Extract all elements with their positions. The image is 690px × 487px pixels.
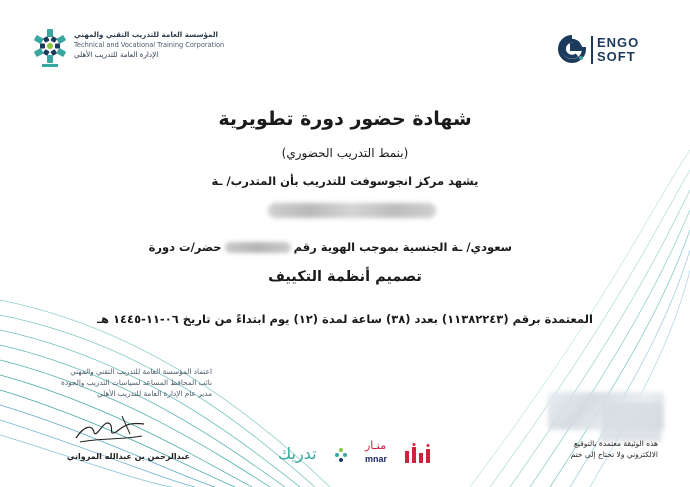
certify-line: يشهد مركز انجوسوفت للتدريب بأن المتدرب/ ـة (211, 174, 479, 188)
mnar-mark-icon (403, 443, 435, 465)
tvtc-emblem-icon (30, 26, 70, 70)
approval-line: المعتمدة برقم (١١٣٨٢٢٤٣) بعدد (٣٨) ساعة لمدة (١٢) يوم ابتداءً من تاريخ ٠٦-١١-١٤٤٥ هـ (97, 312, 593, 326)
tvtc-name-en: Technical and Vocational Training Corporation (74, 41, 225, 49)
tadreeb-wordmark: تدريك (278, 444, 317, 463)
nationality-line (149, 240, 512, 254)
note-line-1: هذه الوثيقة معتمدة بالتوقيع (573, 439, 658, 448)
engosoft-word-2: SOFT (597, 49, 636, 64)
course-name: تصميم أنظمة التكييف (268, 269, 422, 285)
engosoft-word-1: ENGO (597, 35, 640, 50)
engosoft-logo (557, 34, 657, 68)
attended-text: حضر/ت دورة (148, 240, 222, 254)
certificate-subtitle: (بنمط التدريب الحضوري) (281, 146, 409, 160)
engosoft-mark-icon (557, 34, 587, 64)
signature-image (70, 412, 150, 448)
certificate-title: شهادة حضور دورة تطويرية (218, 108, 472, 130)
engosoft-divider (591, 36, 593, 64)
e-signature-note (518, 438, 658, 460)
note-line-2: الالكتروني ولا تحتاج إلى ختم (570, 450, 658, 459)
tvtc-department: الإدارة العامة للتدريب الأهلي (74, 50, 159, 59)
trainee-name-redacted (268, 203, 436, 218)
signatory-block (40, 366, 212, 399)
signatory-line-1: اعتماد المؤسسة العامة للتدريب التقني والمهني (70, 367, 212, 376)
mnar-wordmark-en: mnar (365, 454, 388, 464)
qr-code-redacted (600, 402, 662, 442)
id-number-redacted (225, 242, 291, 253)
signatory-name: عبدالرحمن بن عبدالله المرواني (66, 452, 190, 461)
mnar-logo (363, 439, 435, 469)
mnar-wordmark-ar: منـار (365, 439, 387, 452)
tadreeb-mark-icon (333, 446, 349, 464)
nationality-text: سعودي/ ـة الجنسية بموجب الهوية رقم (293, 240, 512, 254)
signatory-line-2: نائب المحافظ المساعد لسياسات التدريب والجودة (61, 378, 212, 387)
tvtc-logo (30, 26, 225, 70)
tvtc-name-ar: المؤسسة العامة للتدريب التقني والمهني (74, 30, 219, 39)
tadreeb-logo (278, 442, 348, 468)
signatory-line-3: مدير عام الإدارة العامة للتدريب الأهلي (96, 389, 212, 398)
